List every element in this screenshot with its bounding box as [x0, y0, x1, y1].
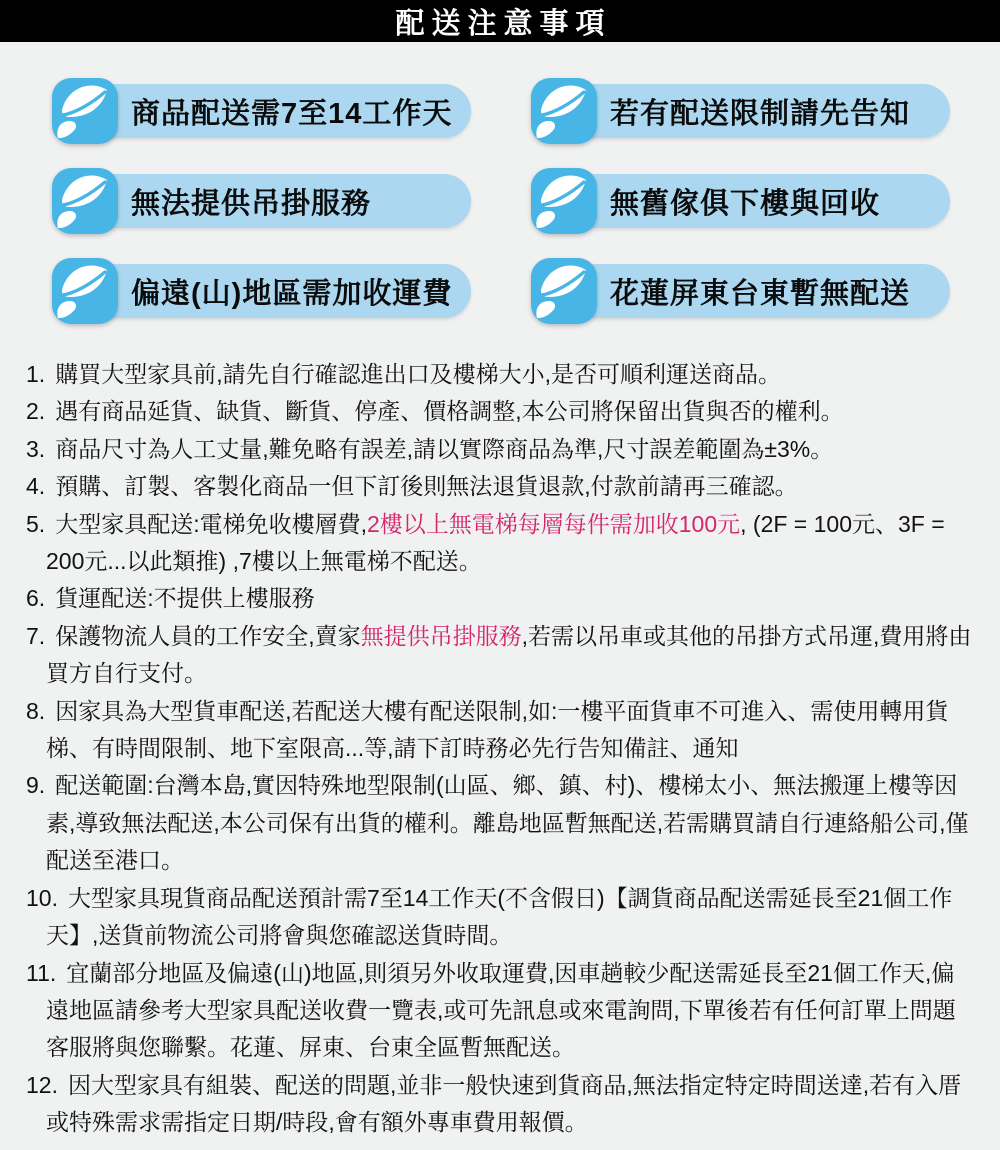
page-header	[0, 0, 1000, 42]
note-number: 9.	[26, 772, 46, 799]
note-text: ,若需以吊車或其他的吊掛方式吊運,費用將由買方自行支付。	[46, 622, 972, 687]
badge-label: 偏遠(山)地區需加收運費	[131, 277, 453, 310]
note-text: 配送範圍:台灣本島,實因特殊地型限制(山區、鄉、鎮、村)、樓梯太小、無法搬運上樓等因素,導致無法配送,本公司保有出貨的權利。離島地區暫無配送,若需購買請自行連絡船公司,僅配送至港口。	[46, 772, 969, 874]
list-item	[26, 356, 974, 393]
badge-pill	[548, 84, 950, 138]
note-text: 預購、訂製、客製化商品一但下訂後則無法退貨退款,付款前請再三確認。	[55, 473, 798, 500]
note-number: 3.	[26, 435, 46, 462]
note-text: 購買大型家具前,請先自行確認進出口及樓梯大小,是否可順利運送商品。	[55, 361, 781, 387]
list-item	[26, 767, 974, 879]
badge-label: 若有配送限制請先告知	[610, 97, 911, 130]
leaf-icon	[51, 167, 119, 235]
badge	[530, 77, 950, 145]
badge-label: 無舊傢俱下樓與回收	[610, 187, 881, 220]
note-text: 保護物流人員的工作安全,賣家	[55, 622, 361, 649]
badge	[51, 77, 471, 145]
note-text: 大型家具現貨商品配送預計需7至14工作天(不含假日)【調貨商品配送需延長至21個工作天】,送貨前物流公司將會與您確認送貨時間。	[46, 884, 953, 949]
list-item	[26, 393, 974, 430]
note-number: 1.	[26, 361, 46, 387]
leaf-icon	[51, 257, 119, 325]
note-number: 2.	[26, 398, 46, 425]
badge-pill	[69, 84, 471, 138]
badge-label: 花蓮屏東台東暫無配送	[610, 277, 911, 310]
note-text: 商品尺寸為人工丈量,難免略有誤差,請以實際商品為準,尺寸誤差範圍為±3%。	[55, 435, 834, 462]
leaf-icon	[51, 77, 119, 145]
note-number: 7.	[26, 622, 46, 649]
note-number: 8.	[26, 697, 46, 724]
note-text: , (2F = 100元、3F = 200元...以此類推) ,7樓以上無電梯不配送。	[46, 510, 945, 575]
page-title: 配送注意事項	[395, 7, 612, 40]
badge	[51, 257, 471, 325]
note-text: 因家具為大型貨車配送,若配送大樓有配送限制,如:一樓平面貨車不可進入、需使用轉用貨梯、有時間限制、地下室限高...等,請下訂時務必先行告知備註、通知	[46, 697, 949, 762]
list-item	[26, 506, 974, 581]
note-text: 遇有商品延貨、缺貨、斷貨、停產、價格調整,本公司將保留出貨與否的權利。	[55, 398, 844, 425]
badge-pill	[548, 264, 950, 318]
leaf-icon	[530, 167, 598, 235]
notes-list	[0, 356, 1000, 1142]
leaf-icon	[530, 77, 598, 145]
badge-label: 商品配送需7至14工作天	[131, 97, 453, 130]
note-highlight-text: 2樓以上無電梯每層每件需加收100元	[366, 510, 741, 537]
note-number: 11.	[26, 959, 57, 986]
list-item	[26, 880, 974, 955]
badge-label: 無法提供吊掛服務	[131, 187, 372, 220]
list-item	[26, 468, 974, 505]
list-item	[26, 693, 974, 768]
list-item	[26, 580, 974, 617]
leaf-icon	[530, 257, 598, 325]
list-item	[26, 955, 974, 1067]
badge	[51, 167, 471, 235]
badge-pill	[69, 174, 471, 228]
note-number: 10.	[26, 884, 58, 911]
badge-grid	[0, 42, 1000, 325]
note-number: 6.	[26, 585, 46, 612]
note-text: 因大型家具有組裝、配送的問題,並非一般快速到貨商品,無法指定特定時間送達,若有入厝或特殊需求需指定日期/時段,會有額外專車費用報價。	[46, 1071, 962, 1136]
note-number: 5.	[26, 510, 46, 537]
badge-pill	[548, 174, 950, 228]
badge	[530, 167, 950, 235]
list-item	[26, 618, 974, 693]
note-number: 4.	[26, 473, 46, 500]
list-item	[26, 431, 974, 468]
note-text: 貨運配送:不提供上樓服務	[55, 585, 315, 612]
note-number: 12.	[26, 1071, 58, 1098]
badge-pill	[69, 264, 471, 318]
note-text: 大型家具配送:電梯免收樓層費,	[55, 510, 367, 537]
note-highlight-text: 無提供吊掛服務	[360, 622, 522, 649]
list-item	[26, 1067, 974, 1142]
note-text: 宜蘭部分地區及偏遠(山)地區,則須另外收取運費,因車趟較少配送需延長至21個工作天,偏遠地區請參考大型家具配送收費一覽表,或可先訊息或來電詢問,下單後若有任何訂單上問題客服將與您聯繫。花蓮、屏東、台東全區暫無配送。	[46, 959, 956, 1061]
badge	[530, 257, 950, 325]
